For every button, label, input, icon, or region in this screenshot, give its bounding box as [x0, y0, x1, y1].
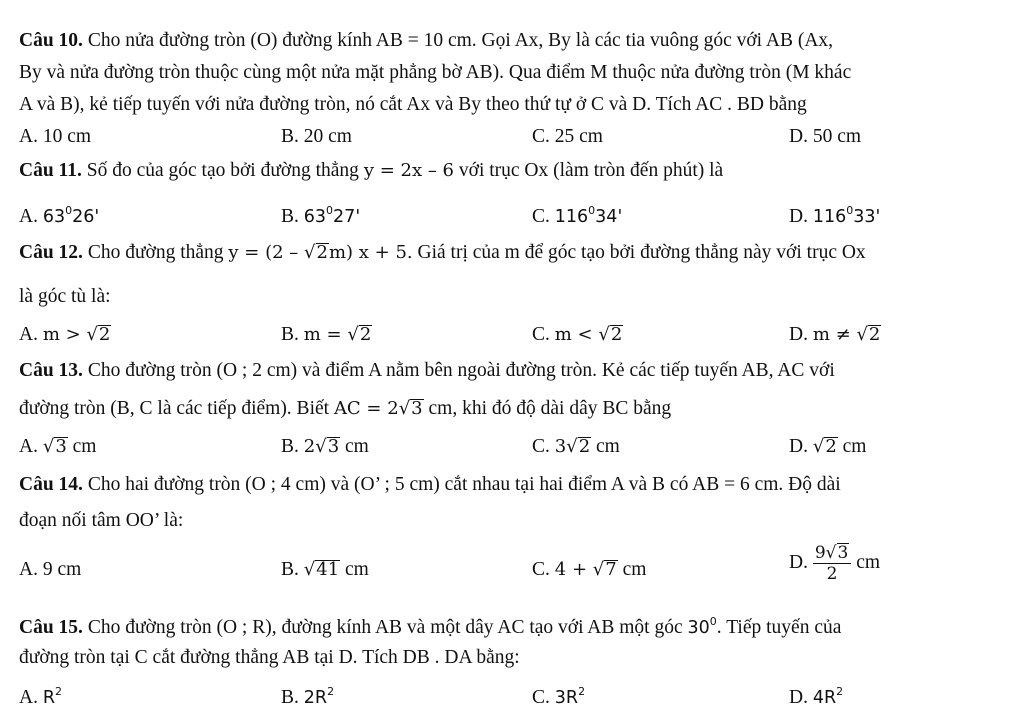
q14-option-d-unit: cm	[856, 551, 881, 573]
q15-line1	[19, 609, 1010, 641]
q14-text-1: Cho hai đường tròn (O ; 4 cm) và (O’ ; 5 cm) cắt nhau tại hai điểm A và B có AB = 6 cm. Độ dài	[87, 474, 841, 495]
q11-option-c	[532, 198, 622, 230]
q15-text-before: Cho đường tròn (O ; R), đường kính AB và một dây AC tạo với AB một góc	[87, 617, 683, 638]
q11-option-a	[19, 198, 99, 230]
q15-var: R	[42, 688, 56, 708]
q15-option-b-coef: 2	[303, 688, 315, 708]
q15-angle: 30	[687, 618, 710, 638]
q11-option-d-min: 33'	[853, 207, 881, 227]
q13-eq-root: 3	[411, 398, 423, 419]
q12-option-c-expr: m <	[554, 324, 593, 345]
q11-options	[19, 198, 1009, 227]
degree-mark: 0	[588, 204, 596, 217]
q14-option-c-letter: C.	[532, 559, 550, 580]
q12-options	[19, 322, 1009, 348]
q13-option-c-letter: C.	[532, 436, 550, 457]
q13-option-b-coef: 2	[303, 436, 316, 457]
q14-number: Câu 14.	[19, 474, 83, 495]
q14-option-a: A. 9 cm	[19, 559, 82, 580]
q11-line1	[19, 158, 1010, 184]
q11-option-c-min: 34'	[595, 207, 623, 227]
q12-option-b-expr: m =	[303, 324, 342, 345]
q11-option-a-deg: 63	[42, 207, 66, 227]
q15-option-c	[532, 679, 585, 711]
q12-option-a-letter: A.	[19, 324, 38, 345]
q14-line1	[19, 472, 1010, 498]
q15-option-b	[281, 679, 334, 711]
q13-option-b-unit: cm	[345, 436, 369, 457]
q11-option-c-deg: 116	[554, 207, 589, 227]
q11-number: Câu 11.	[19, 160, 82, 181]
q13-option-a: A. √3 cm	[19, 436, 97, 457]
q13-option-d-unit: cm	[842, 436, 867, 457]
q15-option-c-letter: C.	[532, 687, 550, 708]
q11-equation: y = 2x – 6	[363, 160, 455, 181]
q11-option-a-min: 26'	[72, 207, 100, 227]
q15-text-after: . Tiếp tuyến của	[716, 617, 842, 638]
q10-option-d: D. 50 cm	[789, 126, 862, 147]
q15-var: R	[823, 688, 837, 708]
q11-text-after: với trục Ox (làm tròn đến phút) là	[458, 160, 724, 181]
q12-eq-right: m) x + 5.	[328, 242, 413, 263]
q11-option-d-deg: 116	[812, 207, 847, 227]
q14-option-d-num-coef: 9	[814, 543, 826, 563]
q12-option-d-expr: m ≠	[812, 324, 851, 345]
q11-option-d	[789, 198, 880, 230]
q15-option-d	[789, 679, 843, 711]
q13-line1	[19, 358, 1010, 384]
q15-option-d-coef: 4	[812, 688, 824, 708]
q12-eq-root: 2	[316, 242, 328, 263]
q11-text-before: Số đo của góc tạo bởi đường thẳng	[86, 160, 359, 181]
q15-option-a-sup: 2	[55, 685, 63, 698]
q12-option-d-letter: D.	[789, 324, 808, 345]
q14-option-d-fraction: $\frac{9√3}{2}$	[813, 543, 852, 584]
q12-option-c-letter: C.	[532, 324, 550, 345]
q15-options	[19, 679, 1009, 708]
q12-option-d: D. m ≠ √2	[789, 324, 881, 345]
q13-option-b-letter: B.	[281, 436, 299, 457]
q10-option-b: B. 20 cm	[281, 126, 352, 147]
q14-option-d-den: 2	[826, 564, 838, 584]
q14-option-b-letter: B.	[281, 559, 299, 580]
q15-option-d-sup: 2	[836, 685, 844, 698]
q15-option-c-coef: 3	[554, 688, 566, 708]
q14-line2: đoạn nối tâm OO’ là:	[19, 510, 184, 531]
degree-mark: 0	[326, 204, 334, 217]
q14-option-c-pre: 4 +	[554, 559, 588, 580]
q13-option-d-root: 2	[825, 436, 837, 457]
q14-option-c-root: 7	[605, 559, 617, 580]
q14-option-b: B. √41 cm	[281, 559, 369, 580]
degree-mark: 0	[65, 204, 73, 217]
q10-line1	[19, 28, 1010, 54]
q12-option-a-root: 2	[98, 324, 111, 345]
q11-option-b-min: 27'	[333, 207, 361, 227]
q13-option-c: C. 3√2 cm	[532, 436, 620, 457]
q15-option-a-letter: A.	[19, 687, 38, 708]
q13-option-b-root: 3	[327, 436, 340, 457]
q15-option-d-letter: D.	[789, 687, 808, 708]
q10-option-a: A. 10 cm	[19, 126, 92, 147]
q13-option-d: D. √2 cm	[789, 436, 867, 457]
q10-option-c: C. 25 cm	[532, 126, 603, 147]
q10-line3: A và B), kẻ tiếp tuyến với nửa đường tròn, nó cắt Ax và By theo thứ tự ở C và D. Tích AC . BD bằng	[19, 94, 807, 115]
q15-var: R	[314, 688, 328, 708]
q13-text-2-after: cm, khi đó độ dài dây BC bằng	[428, 398, 672, 419]
q15-var: R	[565, 688, 579, 708]
q11-option-b-letter: B.	[281, 206, 299, 227]
q12-option-b-root: 2	[359, 324, 372, 345]
q13-text-2-before: đường tròn (B, C là các tiếp điểm). Biết	[19, 398, 330, 419]
q12-text-before: Cho đường thẳng	[87, 242, 224, 263]
q13-option-c-coef: 3	[554, 436, 567, 457]
degree-mark: 0	[846, 204, 854, 217]
q12-eq-left: y = (2 –	[228, 242, 299, 263]
q13-line2: đường tròn (B, C là các tiếp điểm). Biết AC = 2√3 cm, khi đó độ dài dây BC bằng	[19, 398, 672, 419]
q14-option-d-num-root: 3	[837, 543, 849, 563]
q12-option-b-letter: B.	[281, 324, 299, 345]
q12-text-after: Giá trị của m để góc tạo bởi đường thẳng này với trục Ox	[417, 242, 866, 263]
q13-option-b: B. 2√3 cm	[281, 436, 369, 457]
q14-option-b-root: 41	[316, 559, 340, 580]
q12-option-a-expr: m >	[42, 324, 81, 345]
q10-text-1: Cho nửa đường tròn (O) đường kính AB = 10 cm. Gọi Ax, By là các tia vuông góc với AB (Ax,	[87, 30, 834, 51]
q14-options	[19, 543, 1009, 584]
q12-option-d-root: 2	[868, 324, 881, 345]
q10-line2: By và nửa đường tròn thuộc cùng một nửa mặt phẳng bờ AB). Qua điểm M thuộc nửa đường tròn (M khác	[19, 62, 852, 83]
q12-equation: y = (2 – √2m) x + 5.	[228, 242, 413, 263]
q14-option-c-unit: cm	[622, 559, 647, 580]
q15-option-a	[19, 679, 62, 711]
q14-option-b-unit: cm	[345, 559, 369, 580]
q15-line2: đường tròn tại C cắt đường thẳng AB tại D. Tích DB . DA bằng:	[19, 647, 520, 668]
q10-options	[19, 124, 1009, 150]
q13-text-1: Cho đường tròn (O ; 2 cm) và điểm A nằm bên ngoài đường tròn. Kẻ các tiếp tuyến AB, AC với	[87, 360, 835, 381]
q15-option-c-sup: 2	[578, 685, 586, 698]
q11-option-a-letter: A.	[19, 206, 38, 227]
q15-option-b-sup: 2	[327, 685, 335, 698]
q15-option-b-letter: B.	[281, 687, 299, 708]
q15-degree-mark: 0	[709, 615, 717, 628]
q12-option-a: A. m > √2	[19, 324, 111, 345]
q15-number: Câu 15.	[19, 617, 83, 638]
q11-option-c-letter: C.	[532, 206, 550, 227]
q13-options	[19, 434, 1009, 460]
q14-option-d-letter: D.	[789, 551, 808, 573]
q14-option-c: C. 4 + √7 cm	[532, 559, 647, 580]
q13-option-d-letter: D.	[789, 436, 808, 457]
q13-number: Câu 13.	[19, 360, 83, 381]
q13-option-a-unit: cm	[72, 436, 97, 457]
q12-option-b: B. m = √2	[281, 324, 372, 345]
q12-line1	[19, 240, 1010, 266]
q10-number: Câu 10.	[19, 30, 83, 51]
q11-option-d-letter: D.	[789, 206, 808, 227]
q13-option-c-unit: cm	[596, 436, 620, 457]
q14-option-d	[789, 543, 880, 584]
q13-option-c-root: 2	[578, 436, 591, 457]
q11-option-b	[281, 198, 360, 230]
q13-eq: AC = 2	[333, 398, 399, 419]
q11-option-b-deg: 63	[303, 207, 327, 227]
q12-option-c-root: 2	[610, 324, 623, 345]
q12-option-c: C. m < √2	[532, 324, 623, 345]
q12-number: Câu 12.	[19, 242, 83, 263]
q13-option-a-letter: A.	[19, 436, 38, 457]
q12-line2: là góc tù là:	[19, 286, 111, 307]
q13-option-a-root: 3	[55, 436, 67, 457]
